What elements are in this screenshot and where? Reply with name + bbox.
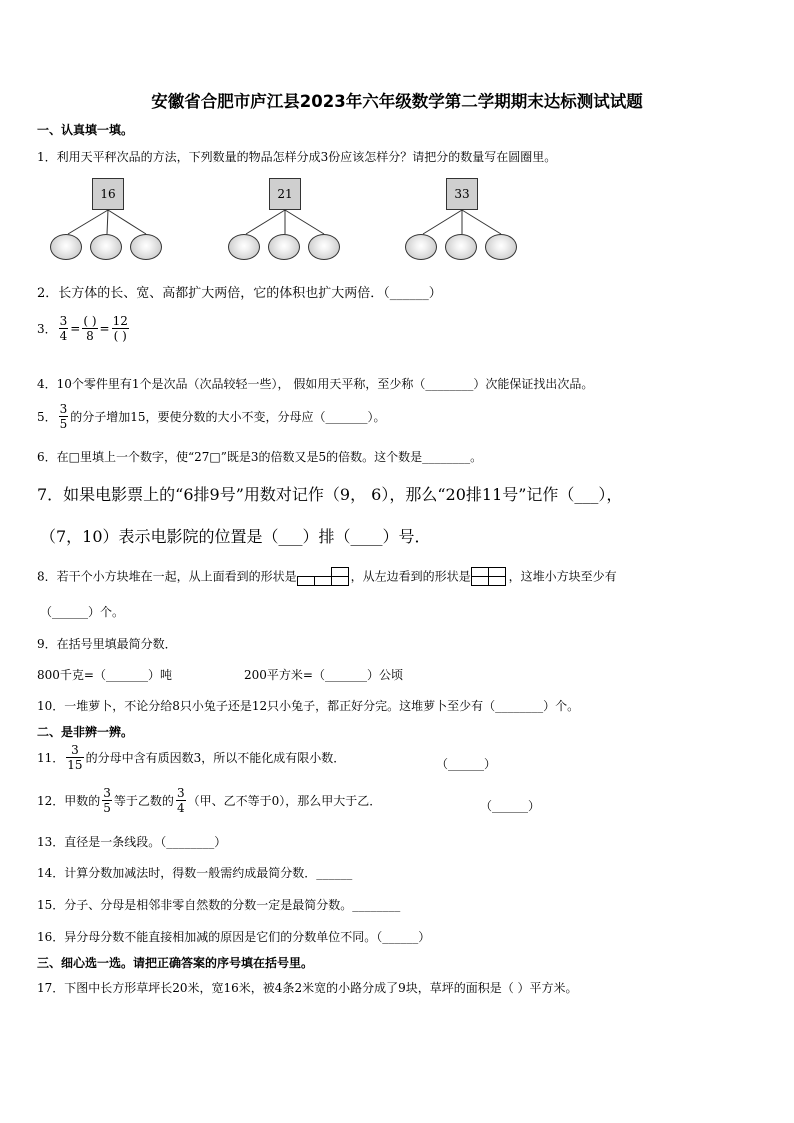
answer-circle[interactable] xyxy=(485,234,517,260)
denominator: 4 xyxy=(59,329,68,343)
denominator: ( ) xyxy=(113,329,127,343)
question-2: 2．长方体的长、宽、高都扩大两倍，它的体积也扩大两倍．（______） xyxy=(37,286,442,301)
question-6: 6．在□里填上一个数字，使“27□”既是3的倍数又是5的倍数。这个数是________。 xyxy=(37,450,483,464)
question-8-answer: （______）个。 xyxy=(40,605,125,619)
q8-text-a: 8．若干个小方块堆在一起，从上面看到的形状是 xyxy=(37,569,297,584)
numerator: ( ) xyxy=(83,314,97,328)
question-17: 17．下图中长方形草坪长20米，宽16米，被4条2米宽的小路分成了9块，草坪的面积是（ ）平方米。 xyxy=(37,981,578,995)
question-7-line-2: （7，10）表示电影院的位置是（___）排（____）号． xyxy=(40,527,431,546)
q12-text-a: 12．甲数的 xyxy=(37,794,101,808)
denominator: 4 xyxy=(176,801,185,815)
section-2-heading: 二、是非辨一辨。 xyxy=(37,725,134,739)
fraction xyxy=(82,314,97,343)
question-7-line-1: 7．如果电影票上的“6排9号”用数对记作（9， 6），那么“20排11号”记作（___）， xyxy=(37,485,623,504)
q12-text-b: 等于乙数的 xyxy=(113,794,174,808)
denominator: 15 xyxy=(67,758,83,772)
equals-sign: = xyxy=(99,321,110,336)
fraction xyxy=(59,402,69,431)
answer-circle[interactable] xyxy=(130,234,162,260)
section-1-heading: 一、认真填一填。 xyxy=(37,123,134,137)
answer-circle[interactable] xyxy=(228,234,260,260)
q8-text-b: ，从左边看到的形状是 xyxy=(350,569,471,584)
top-view-shape xyxy=(297,566,351,586)
numerator: 3 xyxy=(59,402,68,416)
denominator: 5 xyxy=(103,801,111,815)
answer-circle[interactable] xyxy=(50,234,82,260)
tree-16 xyxy=(50,178,170,263)
equals-sign: = xyxy=(70,321,81,336)
numerator: 3 xyxy=(103,786,111,800)
q11-text: 的分母中含有质因数3，所以不能化成有限小数． xyxy=(85,751,346,765)
fraction xyxy=(66,743,83,772)
section-3-heading: 三、细心选一选。请把正确答案的序号填在括号里。 xyxy=(37,956,314,970)
question-3 xyxy=(37,314,131,343)
fraction xyxy=(176,786,186,815)
numerator: 3 xyxy=(176,786,185,800)
question-12-blank: （______） xyxy=(480,799,541,813)
number-box: 33 xyxy=(446,178,478,210)
question-4: 4．10个零件里有1个是次品（次品较轻一些）， 假如用天平称，至少称（________）次能保证找出次品。 xyxy=(37,377,594,391)
q8-text-c: ，这堆小方块至少有 xyxy=(508,569,617,584)
numerator: 3 xyxy=(66,743,83,758)
question-14: 14．计算分数加减法时，得数一般需约成最简分数．______ xyxy=(37,866,353,880)
question-5 xyxy=(37,402,386,431)
number-box: 21 xyxy=(269,178,301,210)
question-12 xyxy=(37,786,381,815)
q11-number: 11． xyxy=(37,751,65,765)
q5-number: 5． xyxy=(37,410,57,424)
question-11 xyxy=(37,743,345,772)
question-9-part-a: 800千克=（_______）吨 xyxy=(37,668,172,682)
tree-21 xyxy=(228,178,348,263)
question-16: 16．异分母分数不能直接相加减的原因是它们的分数单位不同。（______） xyxy=(37,930,431,944)
fraction xyxy=(59,314,69,343)
left-view-shape xyxy=(471,566,509,586)
question-11-blank: （______） xyxy=(436,757,497,771)
q3-number: 3． xyxy=(37,322,57,336)
answer-circle[interactable] xyxy=(90,234,122,260)
numerator: 12 xyxy=(112,314,128,328)
question-10: 10．一堆萝卜，不论分给8只小兔子还是12只小兔子，都正好分完。这堆萝卜至少有（________）个。 xyxy=(37,699,580,713)
page-title: 安徽省合肥市庐江县2023年六年级数学第二学期期末达标测试试题 xyxy=(151,92,643,111)
answer-circle[interactable] xyxy=(405,234,437,260)
question-13: 13．直径是一条线段。（________） xyxy=(37,835,227,849)
numerator: 3 xyxy=(59,314,68,328)
answer-circle[interactable] xyxy=(445,234,477,260)
answer-circle[interactable] xyxy=(268,234,300,260)
fraction xyxy=(112,314,129,343)
question-9-part-b: 200平方米=（_______）公顷 xyxy=(244,668,403,682)
question-9: 9．在括号里填最简分数． xyxy=(37,637,177,651)
tree-33 xyxy=(405,178,525,263)
question-15: 15．分子、分母是相邻非零自然数的分数一定是最简分数。________ xyxy=(37,898,401,912)
question-1: 1．利用天平秤次品的方法，下列数量的物品怎样分成3份应该怎样分？请把分的数量写在圆圈里。 xyxy=(37,150,557,164)
denominator: 5 xyxy=(59,417,68,431)
answer-circle[interactable] xyxy=(308,234,340,260)
q12-text-c: （甲、乙不等于0），那么甲大于乙． xyxy=(187,794,382,808)
question-8 xyxy=(37,566,617,586)
number-box: 16 xyxy=(92,178,124,210)
denominator: 8 xyxy=(86,329,94,343)
fraction xyxy=(102,786,112,815)
q5-text: 的分子增加15，要使分数的大小不变，分母应（_______）。 xyxy=(70,410,386,424)
